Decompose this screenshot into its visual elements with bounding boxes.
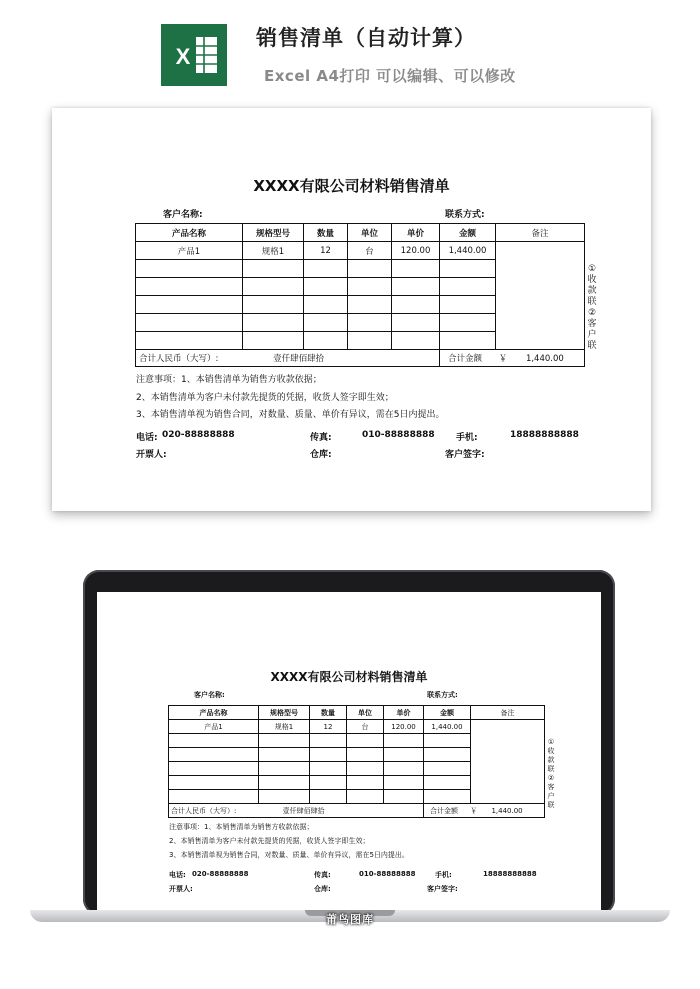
page-title: 销售清单（自动计算） [256, 26, 476, 50]
col-header: 数量 [310, 706, 347, 720]
customer-name-label: 客户名称: [163, 210, 203, 220]
table-cell[interactable] [310, 734, 347, 748]
issuer-label: 开票人: [169, 885, 193, 893]
table-cell[interactable] [136, 314, 243, 332]
total-words: 壹仟肆佰肆拾 [282, 806, 325, 815]
table-cell[interactable]: 规格1 [243, 242, 304, 260]
table-row [136, 242, 585, 260]
table-cell[interactable] [384, 776, 424, 790]
table-cell[interactable] [348, 314, 392, 332]
table-cell[interactable] [304, 296, 348, 314]
note-line: 注意事项：1、本销售清单为销售方收款依据； [136, 375, 322, 385]
phone-value: 020-88888888 [162, 430, 235, 440]
table-cell[interactable] [304, 332, 348, 350]
warehouse-label: 仓库: [310, 450, 332, 460]
table-cell[interactable] [347, 790, 384, 804]
table-cell[interactable] [348, 278, 392, 296]
phone-label: 电话: [169, 871, 186, 879]
table-cell[interactable] [384, 748, 424, 762]
col-header: 单价 [384, 706, 424, 720]
mobile-label: 手机: [435, 871, 452, 879]
table-cell[interactable]: 120.00 [384, 720, 424, 734]
table-cell[interactable] [392, 296, 440, 314]
page-subtitle: Excel A4打印 可以编辑、可以修改 [264, 67, 516, 85]
table-cell[interactable] [440, 314, 496, 332]
table-cell[interactable]: 产品1 [169, 720, 259, 734]
table-cell[interactable] [304, 278, 348, 296]
table-cell[interactable] [243, 314, 304, 332]
table-cell[interactable] [136, 332, 243, 350]
fax-label: 传真: [310, 433, 332, 443]
table-cell[interactable] [243, 260, 304, 278]
table-cell[interactable] [259, 776, 310, 790]
copy-stub: ①收款联②客户联 [547, 738, 555, 809]
sum-value: 1,440.00 [491, 806, 523, 815]
table-cell[interactable]: 12 [310, 720, 347, 734]
col-header: 单位 [347, 706, 384, 720]
table-cell[interactable] [304, 260, 348, 278]
document-title: XXXX有限公司材料销售清单 [253, 177, 450, 195]
signature-label: 客户签字: [445, 450, 485, 460]
table-cell[interactable]: 1,440.00 [424, 720, 471, 734]
signature-label: 客户签字: [427, 885, 458, 893]
table-cell[interactable] [243, 332, 304, 350]
laptop-screen [97, 592, 601, 912]
fax-label: 传真: [314, 871, 331, 879]
table-cell[interactable] [348, 260, 392, 278]
table-cell[interactable] [169, 790, 259, 804]
excel-icon-letter: X [175, 44, 191, 69]
excel-icon [161, 24, 227, 86]
table-cell[interactable] [424, 762, 471, 776]
table-cell[interactable] [392, 332, 440, 350]
table-cell[interactable] [424, 776, 471, 790]
sum-label: 合计金额 [430, 806, 458, 815]
total-label: 合计人民币（大写）: [171, 806, 237, 815]
table-cell[interactable] [347, 762, 384, 776]
col-header: 产品名称 [169, 706, 259, 720]
page-header [0, 0, 700, 100]
total-words: 壹仟肆佰肆拾 [273, 354, 325, 364]
col-header: 单价 [392, 224, 440, 242]
table-cell[interactable]: 120.00 [392, 242, 440, 260]
table-cell[interactable] [347, 748, 384, 762]
sum-cell [440, 350, 585, 367]
table-cell[interactable] [304, 314, 348, 332]
watermark-brand: 莆鸟图库 [326, 913, 374, 926]
table-cell[interactable] [136, 278, 243, 296]
total-words-cell [169, 804, 424, 818]
table-cell[interactable] [440, 278, 496, 296]
table-cell[interactable] [392, 278, 440, 296]
col-header: 产品名称 [136, 224, 243, 242]
table-cell[interactable] [169, 734, 259, 748]
table-cell[interactable] [424, 748, 471, 762]
col-header: 备注 [496, 224, 585, 242]
total-words-cell [136, 350, 440, 367]
table-cell[interactable] [347, 776, 384, 790]
mobile-label: 手机: [456, 433, 478, 443]
table-cell[interactable] [348, 296, 392, 314]
table-cell[interactable] [348, 332, 392, 350]
customer-name-label: 客户名称: [194, 691, 225, 699]
table-cell[interactable] [440, 260, 496, 278]
table-cell[interactable]: 1,440.00 [440, 242, 496, 260]
copy-stub: ①收款联②客户联 [587, 264, 597, 351]
table-cell[interactable] [136, 260, 243, 278]
remarks-cell[interactable] [471, 720, 545, 804]
col-header: 规格型号 [259, 706, 310, 720]
contact-label: 联系方式: [427, 691, 458, 699]
table-cell[interactable] [243, 278, 304, 296]
currency-symbol: ￥ [498, 354, 508, 364]
table-cell[interactable]: 产品1 [136, 242, 243, 260]
table-cell[interactable] [310, 748, 347, 762]
total-label: 合计人民币（大写）: [139, 354, 219, 364]
issuer-label: 开票人: [136, 450, 167, 460]
mobile-value: 18888888888 [510, 430, 579, 440]
document-title: XXXX有限公司材料销售清单 [270, 670, 428, 684]
sum-cell [424, 804, 545, 818]
table-cell[interactable] [424, 734, 471, 748]
contact-label: 联系方式: [445, 210, 485, 220]
table-cell[interactable] [384, 762, 424, 776]
sales-table [168, 705, 545, 818]
table-cell[interactable] [424, 790, 471, 804]
note-line: 2、本销售清单为客户未付款先提货的凭据，收货人签字即生效； [169, 837, 370, 845]
col-header: 金额 [424, 706, 471, 720]
note-line: 注意事项：1、本销售清单为销售方收款依据； [169, 823, 314, 831]
table-cell[interactable] [440, 296, 496, 314]
mobile-value: 18888888888 [483, 870, 537, 878]
col-header: 金额 [440, 224, 496, 242]
col-header: 数量 [304, 224, 348, 242]
table-cell[interactable] [259, 748, 310, 762]
table-cell[interactable]: 台 [347, 720, 384, 734]
table-cell[interactable] [384, 734, 424, 748]
note-line: 2、本销售清单为客户未付款先提货的凭据，收货人签字即生效； [136, 393, 394, 403]
table-cell[interactable]: 规格1 [259, 720, 310, 734]
warehouse-label: 仓库: [314, 885, 331, 893]
table-cell[interactable]: 12 [304, 242, 348, 260]
total-row [169, 804, 545, 818]
note-line: 3、本销售清单视为销售合同，对数量、质量、单价有异议，需在5日内提出。 [136, 410, 445, 420]
table-cell[interactable] [392, 314, 440, 332]
fax-value: 010-88888888 [362, 430, 435, 440]
fax-value: 010-88888888 [359, 870, 416, 878]
col-header: 规格型号 [243, 224, 304, 242]
sum-label: 合计金额 [448, 354, 483, 364]
table-cell[interactable] [169, 748, 259, 762]
remarks-cell[interactable] [496, 242, 585, 350]
table-cell[interactable] [347, 734, 384, 748]
table-cell[interactable] [259, 734, 310, 748]
phone-label: 电话: [136, 433, 158, 443]
phone-value: 020-88888888 [192, 870, 249, 878]
table-cell[interactable] [392, 260, 440, 278]
table-cell[interactable] [243, 296, 304, 314]
table-cell[interactable] [259, 762, 310, 776]
table-cell[interactable] [259, 790, 310, 804]
table-cell[interactable] [136, 296, 243, 314]
laptop-mockup [0, 570, 700, 989]
table-cell[interactable] [310, 790, 347, 804]
table-cell[interactable]: 台 [348, 242, 392, 260]
col-header: 单位 [348, 224, 392, 242]
table-cell[interactable] [310, 762, 347, 776]
table-cell[interactable] [310, 776, 347, 790]
sales-table [135, 223, 585, 367]
col-header: 备注 [471, 706, 545, 720]
table-header-row [136, 224, 585, 242]
note-line: 3、本销售清单视为销售合同，对数量、质量、单价有异议，需在5日内提出。 [169, 851, 409, 859]
table-row [169, 720, 545, 734]
table-cell[interactable] [169, 762, 259, 776]
table-cell[interactable] [384, 790, 424, 804]
table-cell[interactable] [440, 332, 496, 350]
total-row [136, 350, 585, 367]
sheet-preview [52, 108, 651, 511]
sum-value: 1,440.00 [525, 354, 564, 364]
currency-symbol: ￥ [470, 806, 478, 815]
table-cell[interactable] [169, 776, 259, 790]
table-header-row [169, 706, 545, 720]
